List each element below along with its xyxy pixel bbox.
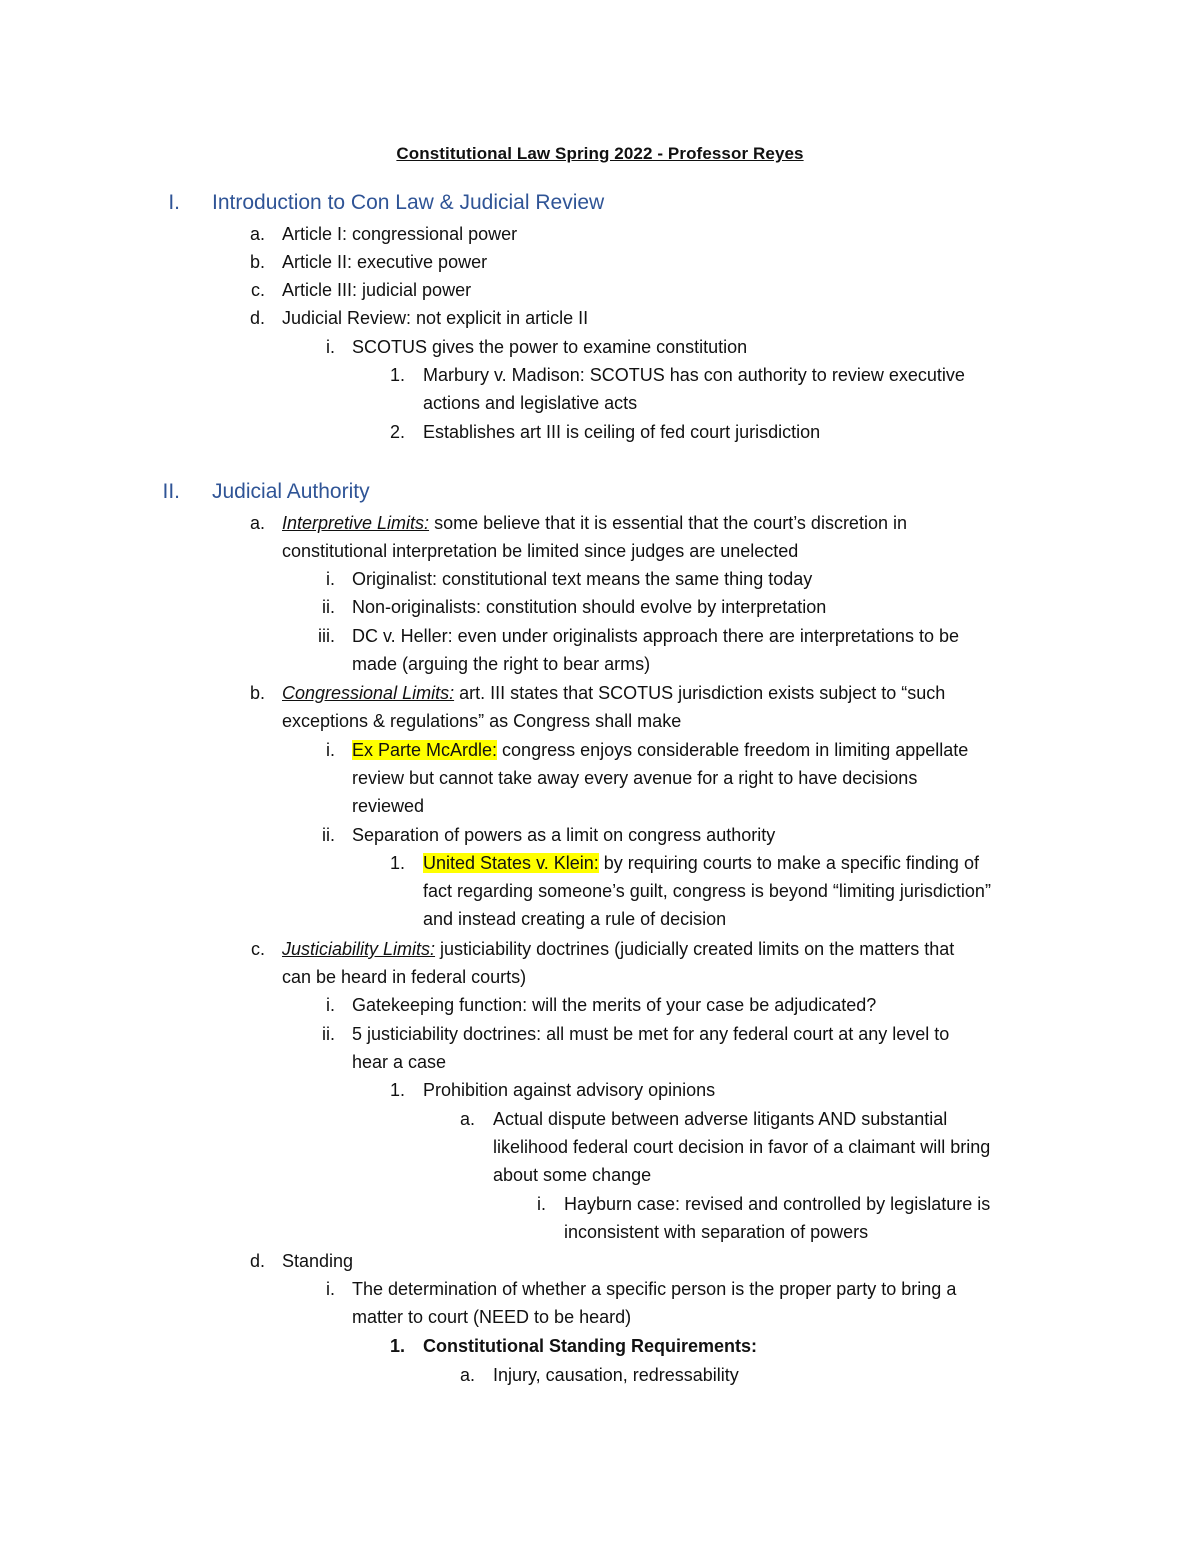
- outline-marker: a.: [459, 1109, 475, 1129]
- document-title: Constitutional Law Spring 2022 - Professor Reyes: [396, 144, 804, 163]
- topic-label: Congressional Limits:: [282, 683, 455, 703]
- outline-marker: i.: [326, 1279, 335, 1299]
- outline-item-continued: matter to court (NEED to be heard): [352, 1307, 632, 1327]
- item-text: some believe that it is essential that the court’s discretion in: [429, 513, 907, 533]
- outline-marker: i.: [326, 337, 335, 357]
- outline-marker: c.: [250, 280, 265, 300]
- item-text: justiciability doctrines (judicially created limits on the matters that: [435, 939, 955, 959]
- outline-marker: i.: [326, 569, 335, 589]
- outline-item: Non-originalists: constitution should evolve by interpretation: [352, 597, 827, 617]
- outline-marker: b.: [249, 683, 265, 703]
- outline-item: Originalist: constitutional text means the same thing today: [352, 569, 813, 589]
- outline-marker: 2.: [389, 422, 405, 442]
- outline-item: [352, 736, 968, 764]
- outline-item-continued: review but cannot take away every avenue for a right to have decisions: [352, 768, 918, 788]
- outline-marker: ii.: [322, 825, 335, 845]
- outline-item: Actual dispute between adverse litigants AND substantial: [493, 1109, 948, 1129]
- outline-item: Gatekeeping function: will the merits of your case be adjudicated?: [352, 995, 877, 1015]
- outline-item: Standing: [282, 1251, 354, 1271]
- outline-item: The determination of whether a specific person is the proper party to bring a: [352, 1279, 957, 1299]
- outline-item: DC v. Heller: even under originalists approach there are interpretations to be: [352, 626, 959, 646]
- outline-item-continued: likelihood federal court decision in favor of a claimant will bring: [493, 1137, 991, 1157]
- outline-item: Prohibition against advisory opinions: [423, 1080, 716, 1100]
- outline-item-continued: made (arguing the right to bear arms): [352, 654, 651, 674]
- outline-item: [282, 509, 907, 537]
- outline-marker: 1.: [389, 1336, 405, 1356]
- outline-item-continued: can be heard in federal courts): [282, 967, 527, 987]
- outline-marker: i.: [537, 1194, 546, 1214]
- section-1-marker: I.: [168, 191, 180, 214]
- section-1-heading: Introduction to Con Law & Judicial Review: [212, 191, 605, 214]
- outline-item-continued: and instead creating a rule of decision: [423, 909, 727, 929]
- outline-marker: i.: [326, 995, 335, 1015]
- outline-marker: a.: [249, 513, 265, 533]
- outline-item: Constitutional Standing Requirements:: [423, 1336, 758, 1356]
- outline-marker: d.: [249, 308, 265, 328]
- outline-item: Separation of powers as a limit on congress authority: [352, 825, 776, 845]
- highlighted-case-name: United States v. Klein:: [423, 853, 599, 873]
- outline-marker: 1.: [389, 365, 405, 385]
- outline-item: Hayburn case: revised and controlled by legislature is: [564, 1194, 991, 1214]
- outline-item: [423, 849, 979, 877]
- outline-item-continued: exceptions & regulations” as Congress shall make: [282, 711, 682, 731]
- outline-item: [282, 679, 945, 707]
- outline-item: SCOTUS gives the power to examine constitution: [352, 337, 748, 357]
- item-text: art. III states that SCOTUS jurisdiction exists subject to “such: [454, 683, 946, 703]
- highlighted-case-name: Ex Parte McArdle:: [352, 740, 498, 760]
- outline-item-continued: fact regarding someone’s guilt, congress is beyond “limiting jurisdiction”: [423, 881, 991, 901]
- section-2-heading: Judicial Authority: [212, 480, 370, 503]
- outline-marker: d.: [249, 1251, 265, 1271]
- outline-item-continued: actions and legislative acts: [423, 393, 638, 413]
- outline-marker: ii.: [322, 597, 335, 617]
- outline-marker: iii.: [318, 626, 335, 646]
- outline-item: [282, 935, 954, 963]
- outline-marker: i.: [326, 740, 335, 760]
- outline-item: Judicial Review: not explicit in article II: [282, 308, 589, 328]
- outline-item: Injury, causation, redressability: [493, 1365, 739, 1385]
- section-2-marker: II.: [162, 480, 180, 503]
- topic-label: Justiciability Limits:: [282, 939, 436, 959]
- outline-item: Establishes art III is ceiling of fed court jurisdiction: [423, 422, 821, 442]
- outline-item-continued: about some change: [493, 1165, 652, 1185]
- outline-marker: 1.: [389, 1080, 405, 1100]
- outline-marker: 1.: [389, 853, 405, 873]
- outline-item: Marbury v. Madison: SCOTUS has con authority to review executive: [423, 365, 965, 385]
- outline-marker: a.: [459, 1365, 475, 1385]
- outline-marker: b.: [249, 252, 265, 272]
- outline-item-continued: inconsistent with separation of powers: [564, 1222, 869, 1242]
- outline-item-continued: reviewed: [352, 796, 425, 816]
- outline-item-continued: hear a case: [352, 1052, 447, 1072]
- outline-marker: c.: [250, 939, 265, 959]
- item-text: congress enjoys considerable freedom in limiting appellate: [497, 740, 969, 760]
- outline-item: Article III: judicial power: [282, 280, 472, 300]
- outline-marker: ii.: [322, 1024, 335, 1044]
- item-text: by requiring courts to make a specific finding of: [598, 853, 979, 873]
- outline-marker: a.: [249, 224, 265, 244]
- topic-label: Interpretive Limits:: [282, 513, 430, 533]
- outline-item: Article II: executive power: [282, 252, 488, 272]
- outline-item: Article I: congressional power: [282, 224, 518, 244]
- outline-item-continued: constitutional interpretation be limited since judges are unelected: [282, 541, 799, 561]
- outline-item: 5 justiciability doctrines: all must be met for any federal court at any level to: [352, 1024, 950, 1044]
